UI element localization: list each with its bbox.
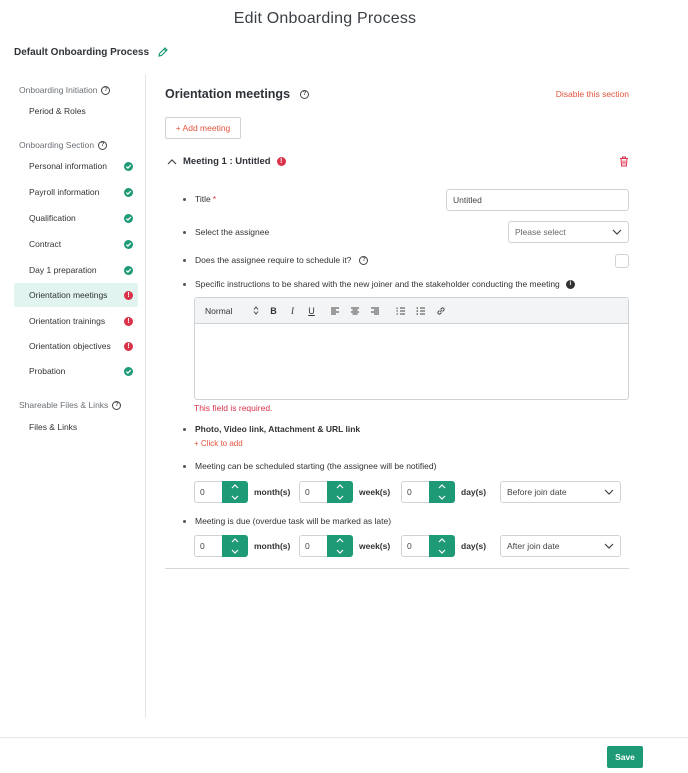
bold-icon[interactable]: B	[270, 305, 277, 316]
title-input[interactable]: Untitled	[446, 189, 629, 211]
due-relation-select[interactable]: After join date	[500, 535, 621, 557]
help-icon[interactable]: ?	[359, 256, 368, 265]
start-relation-select[interactable]: Before join date	[500, 481, 621, 503]
chevron-down-icon[interactable]	[231, 495, 239, 500]
disable-section-link[interactable]: Disable this section	[555, 89, 629, 99]
align-right-icon[interactable]	[370, 307, 380, 315]
sidebar-item-qualification[interactable]: Qualification	[14, 206, 138, 230]
help-icon[interactable]: ?	[101, 86, 110, 95]
due-months-stepper[interactable]: 0 month(s)	[194, 535, 290, 557]
chevron-down-icon[interactable]	[231, 549, 239, 554]
title-row	[183, 194, 216, 204]
check-circle-icon	[124, 367, 133, 376]
assignee-label: Select the assignee	[195, 227, 270, 237]
underline-icon[interactable]: U	[308, 305, 315, 316]
sidebar-item-period-roles[interactable]: Period & Roles	[29, 106, 86, 116]
schedule-checkbox[interactable]	[615, 254, 629, 268]
start-row	[183, 461, 436, 471]
chevron-up-icon[interactable]	[336, 538, 344, 543]
align-left-icon[interactable]	[330, 307, 340, 315]
add-meeting-button[interactable]: + Add meeting	[165, 117, 241, 139]
sidebar-item-probation[interactable]: Probation	[14, 359, 138, 383]
sidebar-group-shareable: Shareable Files & Links ?	[19, 400, 121, 410]
error-icon: !	[277, 157, 286, 166]
help-icon[interactable]: ?	[300, 90, 309, 99]
start-days-stepper[interactable]: 0 day(s)	[401, 481, 486, 503]
editor-toolbar	[195, 298, 628, 324]
due-weeks-stepper[interactable]: 0 week(s)	[299, 535, 390, 557]
bullet-list-icon[interactable]	[416, 307, 426, 315]
assignee-row	[183, 227, 269, 237]
chevron-down-icon	[604, 543, 614, 549]
required-mark: *	[212, 194, 217, 204]
error-icon: !	[124, 317, 133, 326]
sidebar	[0, 74, 146, 718]
chevron-down-icon[interactable]	[438, 549, 446, 554]
save-button[interactable]: Save	[607, 746, 643, 768]
due-row	[183, 516, 391, 526]
chevron-up-icon[interactable]	[167, 159, 177, 165]
instructions-editor[interactable]	[194, 297, 629, 400]
check-circle-icon	[124, 266, 133, 275]
page-title: Edit Onboarding Process	[233, 10, 417, 27]
sidebar-group-initiation: Onboarding Initiation ?	[19, 85, 110, 95]
link-icon[interactable]	[436, 306, 446, 316]
help-icon[interactable]: ?	[112, 401, 121, 410]
sidebar-item-orientation-trainings[interactable]: Orientation trainings !	[14, 309, 138, 333]
sidebar-item-day1-preparation[interactable]: Day 1 preparation	[14, 258, 138, 282]
sidebar-item-orientation-meetings[interactable]: Orientation meetings !	[14, 283, 138, 307]
meeting-title: Meeting 1 : Untitled	[183, 156, 271, 167]
schedule-label: Does the assignee require to schedule it?	[195, 255, 352, 265]
instructions-label: Specific instructions to be shared with the new joiner and the stakeholder conducting the meeting	[195, 279, 560, 289]
chevron-down-icon[interactable]	[336, 549, 344, 554]
sidebar-item-payroll-information[interactable]: Payroll information	[14, 180, 138, 204]
check-circle-icon	[124, 214, 133, 223]
error-icon: !	[124, 342, 133, 351]
sidebar-group-onboarding: Onboarding Section ?	[19, 140, 107, 150]
media-label: Photo, Video link, Attachment & URL link	[195, 424, 361, 434]
sidebar-item-orientation-objectives[interactable]: Orientation objectives !	[14, 334, 138, 358]
info-icon: i	[566, 280, 575, 289]
trash-icon[interactable]	[619, 156, 629, 167]
italic-icon[interactable]: I	[291, 305, 294, 316]
chevron-up-icon[interactable]	[231, 484, 239, 489]
pencil-icon[interactable]	[157, 46, 169, 58]
chevron-down-icon[interactable]	[336, 495, 344, 500]
section-divider	[165, 568, 629, 569]
chevron-down-icon	[612, 229, 622, 235]
check-circle-icon	[124, 162, 133, 171]
check-circle-icon	[124, 188, 133, 197]
chevron-up-icon[interactable]	[438, 538, 446, 543]
due-days-stepper[interactable]: 0 day(s)	[401, 535, 486, 557]
sidebar-item-files-links[interactable]: Files & Links	[29, 422, 78, 432]
due-label: Meeting is due (overdue task will be marked as late)	[195, 516, 392, 526]
help-icon[interactable]: ?	[98, 141, 107, 150]
title-label: Title	[195, 194, 211, 204]
chevron-down-icon	[604, 489, 614, 495]
chevron-up-icon[interactable]	[231, 538, 239, 543]
chevron-down-icon[interactable]	[438, 495, 446, 500]
instructions-row	[183, 279, 575, 289]
required-error: This field is required.	[194, 403, 273, 413]
process-name-row	[14, 46, 169, 58]
sort-arrows-icon	[253, 306, 259, 315]
format-select[interactable]: Normal	[205, 306, 259, 316]
start-months-stepper[interactable]: 0 month(s)	[194, 481, 290, 503]
footer-divider	[0, 737, 688, 738]
media-row	[183, 424, 360, 434]
schedule-row	[183, 255, 368, 265]
meeting-header[interactable]	[167, 156, 286, 167]
assignee-select[interactable]: Please select	[508, 221, 629, 243]
ordered-list-icon[interactable]	[396, 307, 406, 315]
sidebar-item-contract[interactable]: Contract	[14, 232, 138, 256]
start-weeks-stepper[interactable]: 0 week(s)	[299, 481, 390, 503]
chevron-up-icon[interactable]	[438, 484, 446, 489]
error-icon: !	[124, 291, 133, 300]
process-name: Default Onboarding Process	[14, 46, 150, 58]
sidebar-item-personal-information[interactable]: Personal information	[14, 154, 138, 178]
chevron-up-icon[interactable]	[336, 484, 344, 489]
check-circle-icon	[124, 240, 133, 249]
section-title: Orientation meetings ?	[165, 87, 309, 101]
start-label: Meeting can be scheduled starting (the assignee will be notified)	[195, 461, 437, 471]
click-to-add-link[interactable]: + Click to add	[194, 439, 243, 448]
align-center-icon[interactable]	[350, 307, 360, 315]
